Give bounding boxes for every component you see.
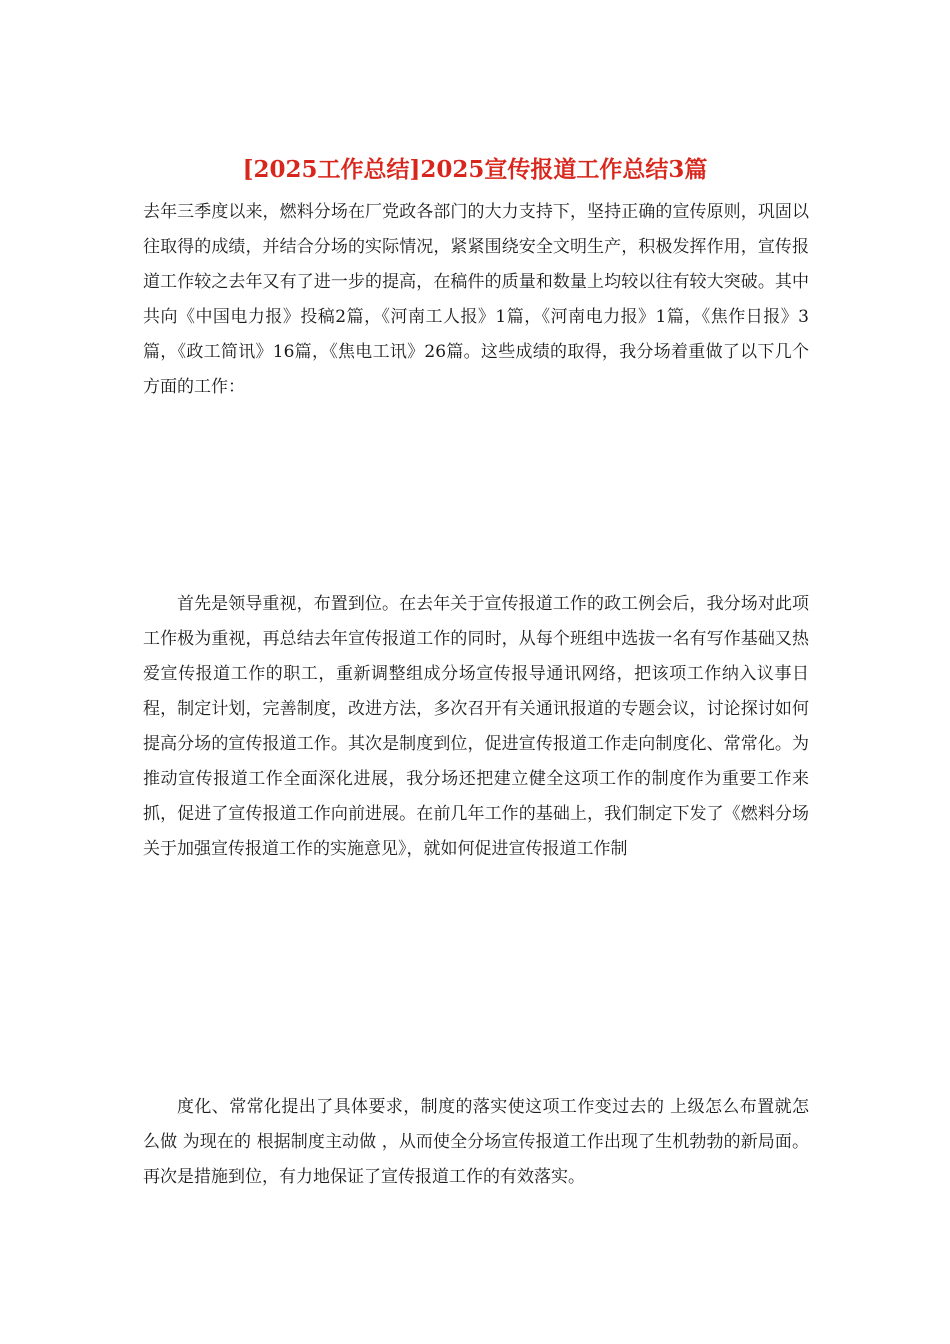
document-title: [2025工作总结]2025宣传报道工作总结3篇 — [242, 156, 708, 183]
paragraph-leadership: 首先是领导重视，布置到位。在去年关于宣传报道工作的政工例会后，我分场对此项工作极为重视，再总结去年宣传报道工作的同时，从每个班组中选拔一名有写作基础又热爱宣传报道工作的职工，重新调整组成分场宣传报导通讯网络，把该项工作纳入议事日程，制定计划，完善制度，改进方法，多次召开有关通讯报道的专题会议，讨论探讨如何提高分场的宣传报道工作。其次是制度到位，促进宣传报道工作走向制度化、常常化。为推动宣传报道工作全面深化进展，我分场还把建立健全这项工作的制度作为重要工作来抓，促进了宣传报道工作向前进展。在前几年工作的基础上，我们制定下发了《燃料分场关于加强宣传报道工作的实施意见》，就如何促进宣传报道工作制 — [143, 594, 809, 859]
paragraph-institutionalization: 度化、常常化提出了具体要求，制度的落实使这项工作变过去的 上级怎么布置就怎么做 为现在的 根据制度主动做 ，从而使全分场宣传报道工作出现了生机勃勃的新局面。再次是措施到位，有力地保证了宣传报道工作的有效落实。 — [143, 1097, 809, 1187]
paragraph-intro: 去年三季度以来，燃料分场在厂党政各部门的大力支持下，坚持正确的宣传原则，巩固以往取得的成绩，并结合分场的实际情况，紧紧围绕安全文明生产，积极发挥作用，宣传报道工作较之去年又有了进一步的提高，在稿件的质量和数量上均较以往有较大突破。其中共向《中国电力报》投稿2篇，《河南工人报》1篇，《河南电力报》1篇，《焦作日报》3篇，《政工简讯》16篇，《焦电工讯》26篇。这些成绩的取得，我分场着重做了以下几个方面的工作： — [143, 202, 809, 397]
